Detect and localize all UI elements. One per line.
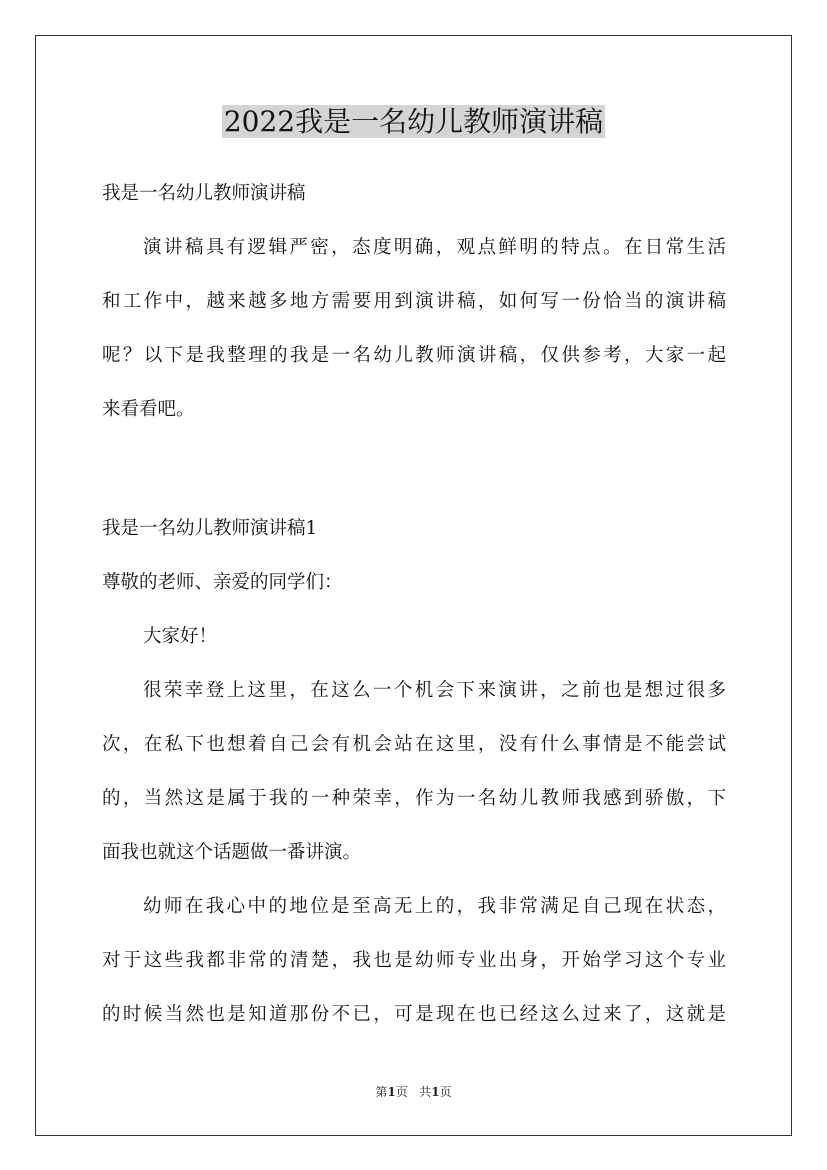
paragraph2-line: 的时候当然也是知道那份不已，可是现在也已经这么过来了，这就是 [102, 1004, 726, 1025]
intro-line: 演讲稿具有逻辑严密，态度明确，观点鲜明的特点。在日常生活 [143, 237, 726, 258]
intro-line: 和工作中，越来越多地方需要用到演讲稿，如何写一份恰当的演讲稿 [102, 291, 726, 312]
paragraph1-line: 的，当然这是属于我的一种荣幸，作为一名幼儿教师我感到骄傲，下 [102, 788, 726, 809]
greeting: 大家好！ [143, 626, 218, 647]
document-title-text: 2022我是一名幼儿教师演讲稿 [223, 105, 604, 138]
paragraph2-line: 幼师在我心中的地位是至高无上的，我非常满足自己现在状态， [143, 896, 726, 917]
paragraph1-line: 次，在私下也想着自己会有机会站在这里，没有什么事情是不能尝试 [102, 734, 726, 755]
intro-line: 来看看吧。 [102, 399, 195, 420]
total-pages: 1 [431, 1085, 440, 1099]
document-body [102, 173, 726, 1048]
intro-line: 呢？以下是我整理的我是一名幼儿教师演讲稿，仅供参考，大家一起 [102, 345, 726, 366]
blank-gap [102, 443, 726, 508]
section-heading: 我是一名幼儿教师演讲稿1 [102, 518, 318, 539]
paragraph1-line: 很荣幸登上这里，在这么一个机会下来演讲，之前也是想过很多 [143, 680, 726, 701]
paragraph2-line: 对于这些我都非常的清楚，我也是幼师专业出身，开始学习这个专业 [102, 950, 726, 971]
document-title [0, 100, 827, 144]
salutation: 尊敬的老师、亲爱的同学们： [102, 572, 343, 593]
page-footer [0, 1083, 827, 1100]
page-number: 1 [387, 1085, 396, 1099]
page-label-prefix: 第 [375, 1085, 388, 1099]
total-label-suffix: 页 [439, 1085, 452, 1099]
subtitle: 我是一名幼儿教师演讲稿 [102, 183, 306, 204]
total-label-prefix: 共 [419, 1085, 432, 1099]
page-label-suffix: 页 [395, 1085, 408, 1099]
paragraph1-line: 面我也就这个话题做一番讲演。 [102, 842, 362, 863]
